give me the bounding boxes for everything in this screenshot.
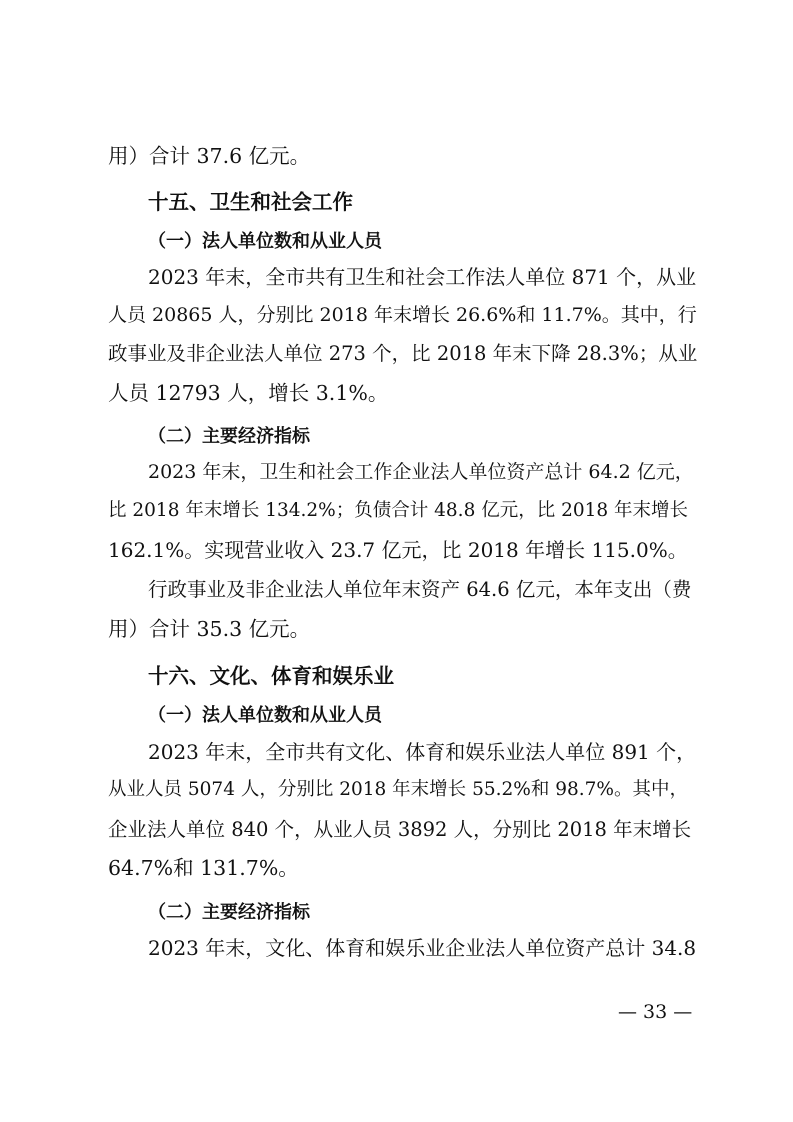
paragraph-line: 2023 年末，文化、体育和娱乐业企业法人单位资产总计 34.8 <box>148 936 697 960</box>
paragraph-line: 用）合计 37.6 亿元。 <box>108 144 311 168</box>
paragraph-line: 64.7%和 131.7%。 <box>108 856 299 880</box>
paragraph-line: 162.1%。实现营业收入 23.7 亿元，比 2018 年增长 115.0%。 <box>108 538 688 562</box>
subsection-heading: （一）法人单位数和从业人员 <box>148 705 382 726</box>
page-number: — 33 — <box>618 1001 693 1023</box>
paragraph-line: 人员 12793 人，增长 3.1%。 <box>108 381 389 405</box>
paragraph-line: 比 2018 年末增长 134.2%；负债合计 48.8 亿元，比 2018 年末增长 <box>108 500 689 521</box>
paragraph-line: 用）合计 35.3 亿元。 <box>108 617 311 641</box>
subsection-heading: （二）主要经济指标 <box>148 426 310 447</box>
paragraph-line: 人员 20865 人，分别比 2018 年末增长 26.6%和 11.7%。其中，行 <box>108 304 697 326</box>
section-heading-15: 十五、卫生和社会工作 <box>148 190 353 214</box>
paragraph-line: 行政事业及非企业法人单位年末资产 64.6 亿元，本年支出（费 <box>148 578 692 601</box>
paragraph-line: 从业人员 5074 人，分别比 2018 年末增长 55.2%和 98.7%。其中， <box>108 779 688 800</box>
section-heading-16: 十六、文化、体育和娱乐业 <box>148 664 394 688</box>
subsection-heading: （二）主要经济指标 <box>148 902 310 923</box>
paragraph-line: 2023 年末，全市共有文化、体育和娱乐业法人单位 891 个， <box>148 740 697 764</box>
paragraph-line: 2023 年末，卫生和社会工作企业法人单位资产总计 64.2 亿元， <box>148 461 694 483</box>
paragraph-line: 2023 年末，全市共有卫生和社会工作法人单位 871 个，从业 <box>148 265 697 289</box>
subsection-heading: （一）法人单位数和从业人员 <box>148 231 382 252</box>
paragraph-line: 政事业及非企业法人单位 273 个，比 2018 年末下降 28.3%；从业 <box>108 342 698 365</box>
paragraph-line: 企业法人单位 840 个，从业人员 3892 人，分别比 2018 年末增长 <box>108 818 692 841</box>
